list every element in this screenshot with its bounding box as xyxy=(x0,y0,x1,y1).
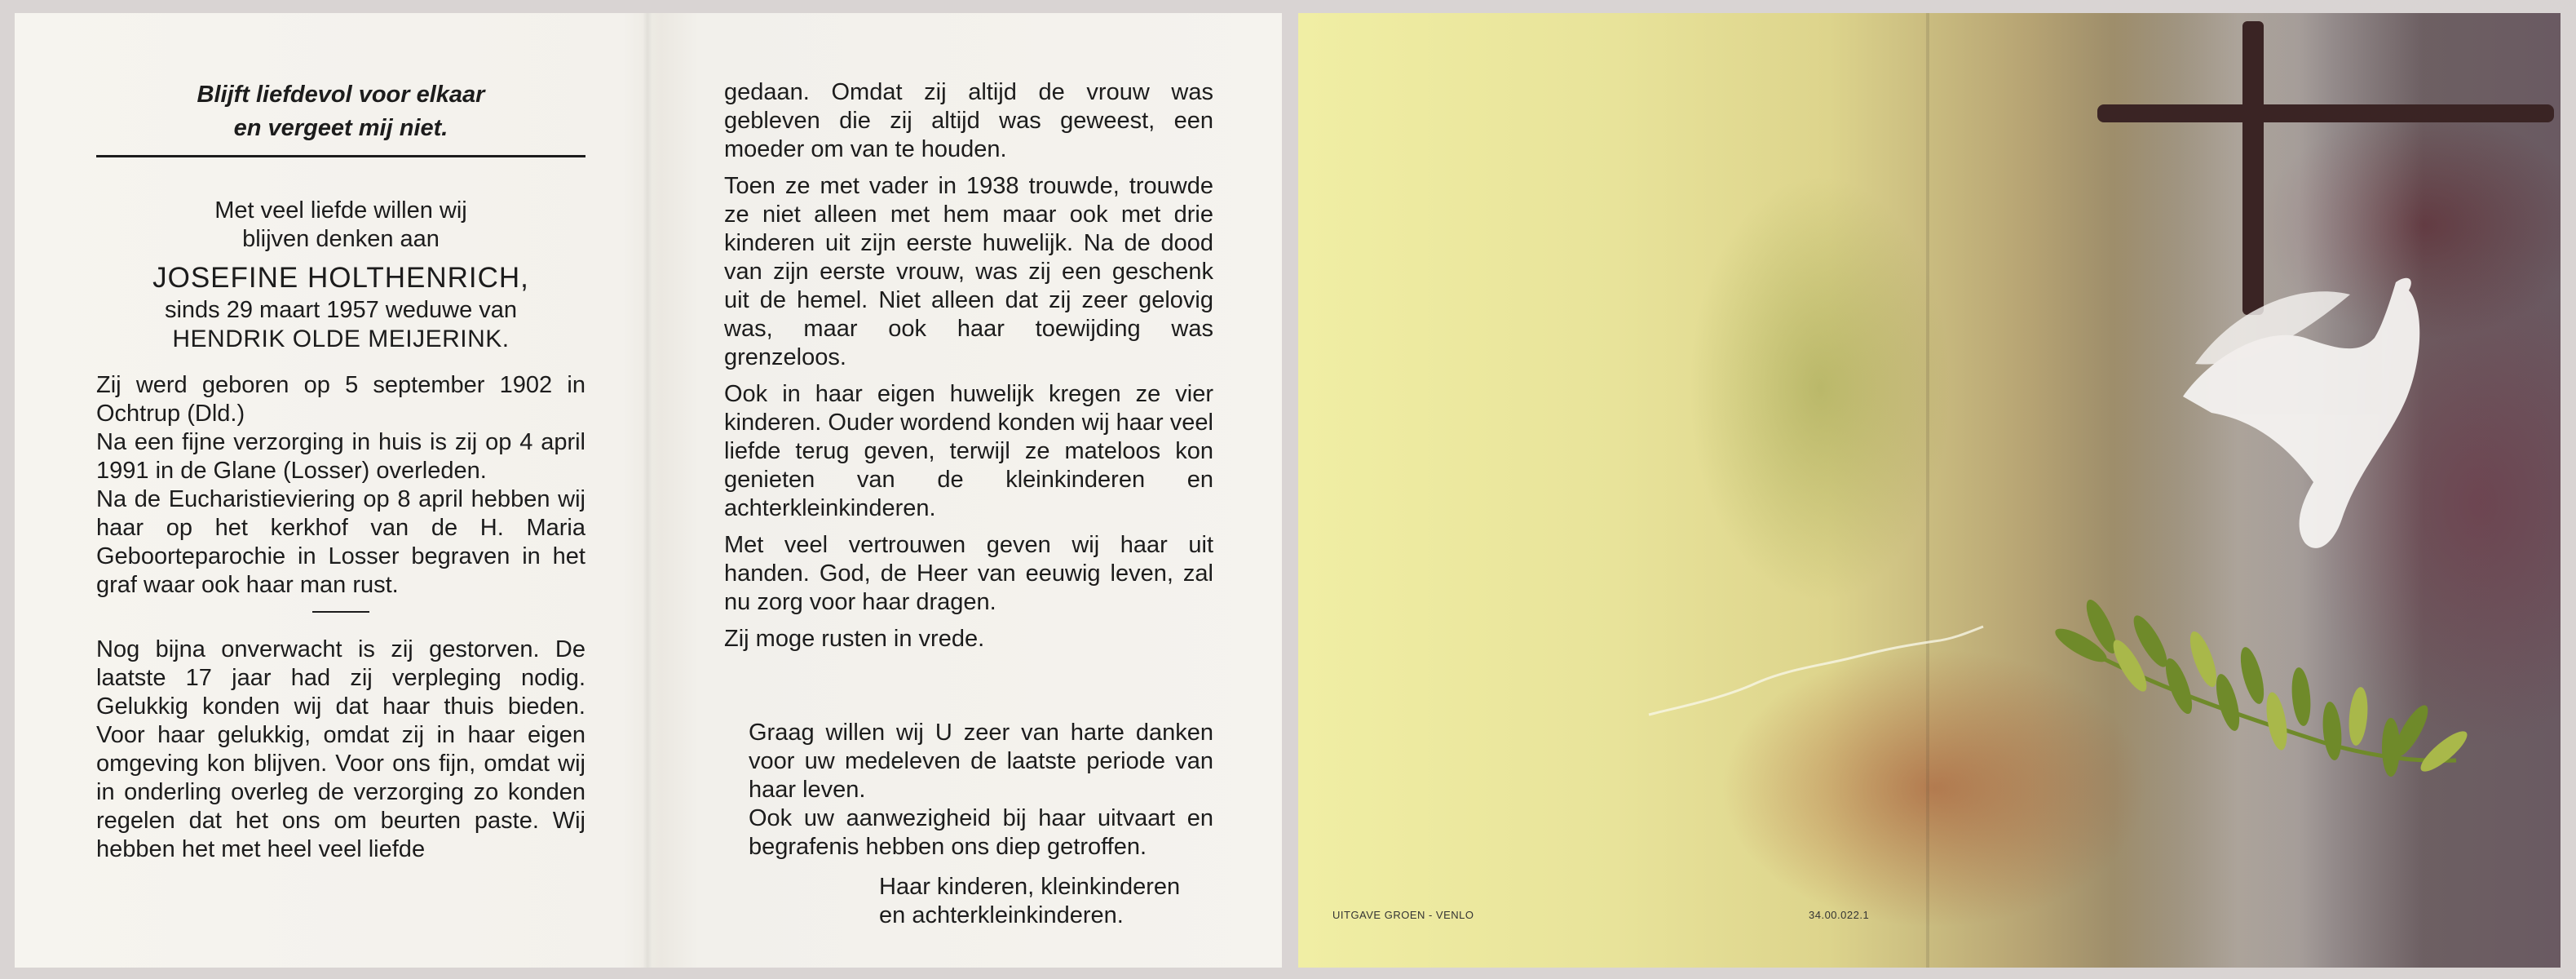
divider xyxy=(96,155,585,157)
bio-paragraph: Zij werd geboren op 5 september 1902 in Ochtrup (Dld.) xyxy=(96,372,585,427)
intro xyxy=(96,197,585,254)
olive-leaf xyxy=(2415,725,2472,777)
thanks-paragraph: Graag willen wij U zeer van harte danken voor uw medeleven de laatste periode van haar leven. xyxy=(749,720,1213,803)
card-fold xyxy=(643,13,652,968)
widow-line: sinds 29 maart 1957 weduwe van xyxy=(164,297,518,323)
memorial-card-text-side xyxy=(15,13,1282,968)
paper-crack xyxy=(1649,627,1983,715)
signature-line: Haar kinderen, kleinkinderen xyxy=(879,874,1181,900)
thanks-block xyxy=(749,719,1213,930)
short-divider xyxy=(312,611,369,613)
spouse-name: HENDRIK OLDE MEIJERINK. xyxy=(172,326,510,352)
bio-paragraph: Na de Eucharistieviering op 8 april hebben wij haar op het kerkhof van de H. Maria Geboorteparochie in Losser begraven in het graf waar ook haar man rust. xyxy=(96,486,585,598)
olive-leaf xyxy=(2185,628,2221,689)
olive-leaf xyxy=(2290,667,2313,727)
closing-line: Zij moge rusten in vrede. xyxy=(724,626,985,652)
intro-line: blijven denken aan xyxy=(242,226,440,252)
bio-paragraph: Na een fijne verzorging in huis is zij op 4 april 1991 in de Glane (Losser) overleden. xyxy=(96,429,585,484)
story-paragraph: Met veel vertrouwen geven wij haar uit handen. God, de Heer van eeuwig leven, zal nu zorg voor haar dragen. xyxy=(724,532,1213,615)
left-column xyxy=(96,78,585,864)
olive-leaf xyxy=(2263,691,2291,752)
olive-branch-icon xyxy=(2051,596,2472,777)
publisher-imprint: UITGAVE GROEN - VENLO xyxy=(1332,909,1474,921)
olive-leaf xyxy=(2211,671,2244,733)
motto-line: Blijft liefdevol voor elkaar xyxy=(197,82,485,108)
memorial-card-image-side xyxy=(1298,13,2561,968)
intro-line: Met veel liefde willen wij xyxy=(214,197,467,224)
story-paragraph: Toen ze met vader in 1938 trouwde, trouwde ze niet alleen met hem maar ook met drie kinderen uit zijn eerste huwelijk. Na de dood van zijn eerste vrouw, was zij een geschenk uit de hemel. Niet alleen dat zij zeer gelovig was, maar ook haar toewijding was grenzeloos. xyxy=(724,173,1213,370)
olive-leaf xyxy=(2236,645,2269,706)
motto xyxy=(96,78,585,145)
story-paragraph: Nog bijna onverwacht is zij gestorven. De laatste 17 jaar had zij verpleging nodig. Gelukkig konden wij dat haar thuis bieden. Voor haar gelukkig, omdat zij in haar eigen omgeving kon blijven. Voor ons fijn, omdat wij in onderling overleg de verzorging zo konden regelen dat het ons om beurten paste. Wij hebben het met heel veel liefde xyxy=(96,636,585,862)
print-code: 34.00.022.1 xyxy=(1809,909,1870,921)
dove-icon xyxy=(2183,278,2419,548)
signature-line: en achterkleinkinderen. xyxy=(879,902,1124,928)
motto-line: en vergeet mij niet. xyxy=(233,115,448,141)
thanks-paragraph: Ook uw aanwezigheid bij haar uitvaart en begrafenis hebben ons diep getroffen. xyxy=(749,805,1213,860)
deceased-name: JOSEFINE HOLTHENRICH, xyxy=(152,262,529,294)
cross-icon xyxy=(2097,21,2554,315)
right-column xyxy=(724,78,1213,930)
signature xyxy=(879,873,1213,930)
illustration xyxy=(1298,13,2561,968)
story-paragraph: gedaan. Omdat zij altijd de vrouw was gebleven die zij altijd was geweest, een moeder om van te houden. xyxy=(724,79,1213,162)
story-paragraph: Ook in haar eigen huwelijk kregen ze vier kinderen. Ouder wordend konden wij haar veel liefde terug geven, terwijl ze mateloos kon genieten van de kleinkinderen en achterkleinkinderen. xyxy=(724,381,1213,521)
olive-leaf xyxy=(2347,686,2370,746)
olive-leaf xyxy=(2321,701,2344,761)
